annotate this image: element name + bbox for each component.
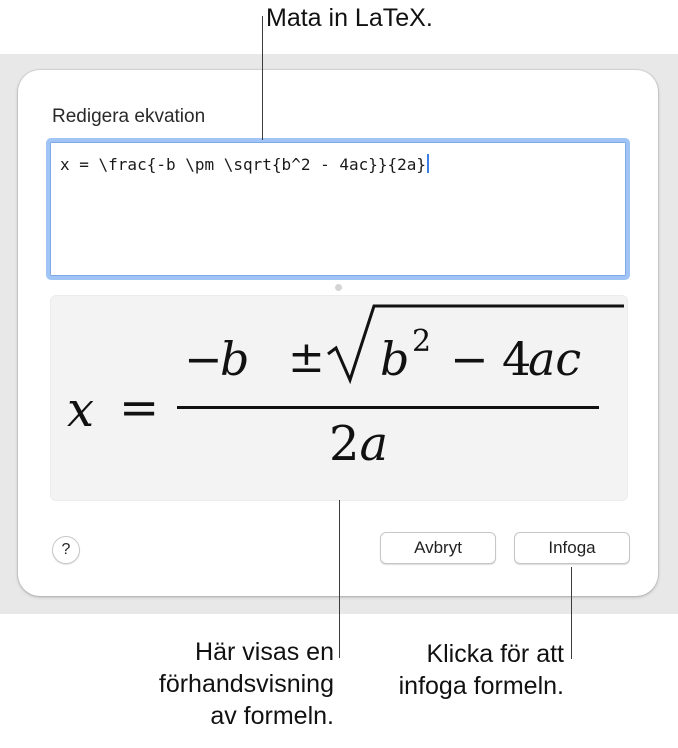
formula-exponent: 2 [412, 324, 432, 359]
latex-input[interactable] [46, 138, 630, 280]
formula-den-two: 2 [329, 416, 360, 472]
callout-preview-line-2: förhandsvisning [158, 670, 334, 698]
cancel-button[interactable]: Avbryt [380, 532, 496, 564]
fraction-bar [177, 406, 599, 409]
callout-preview-line-1: Här visas en [195, 638, 334, 666]
formula-minus-2: − [450, 332, 489, 386]
callout-insert [399, 638, 564, 702]
rendered-formula [51, 296, 627, 500]
callout-insert-line-2: infoga formeln. [398, 672, 564, 700]
formula-ac: ac [528, 332, 582, 386]
dialog-title: Redigera ekvation [52, 106, 206, 127]
callout-line-insert [571, 567, 572, 659]
callout-latex: Mata in LaTeX. [266, 4, 433, 32]
callout-line-preview [339, 500, 340, 658]
callout-insert-line-1: Klicka för att [426, 640, 564, 668]
latex-input-value: x = \frac{-b \pm \sqrt{b^2 - 4ac}}{2a} [60, 155, 427, 174]
resize-handle[interactable] [335, 284, 342, 291]
insert-button[interactable]: Infoga [514, 532, 630, 564]
callout-preview-line-3: av formeln. [210, 702, 334, 730]
formula-lhs: x [67, 382, 95, 438]
formula-b-squared-base: b [380, 332, 410, 386]
formula-denominator [329, 416, 388, 472]
callout-preview [159, 636, 334, 732]
formula-den-a: a [359, 416, 389, 472]
formula-equals: = [119, 380, 160, 436]
help-button[interactable]: ? [52, 536, 80, 564]
equation-preview [50, 295, 628, 501]
formula-plus-minus: ± [288, 332, 325, 383]
text-caret [427, 154, 429, 173]
edit-equation-dialog [18, 70, 658, 596]
formula-b: b [220, 332, 250, 386]
latex-input-text[interactable] [60, 154, 429, 174]
formula-four: 4 [502, 332, 532, 386]
callout-line-latex [262, 16, 263, 140]
formula-minus: − [184, 332, 223, 386]
formula-numerator [184, 312, 604, 392]
